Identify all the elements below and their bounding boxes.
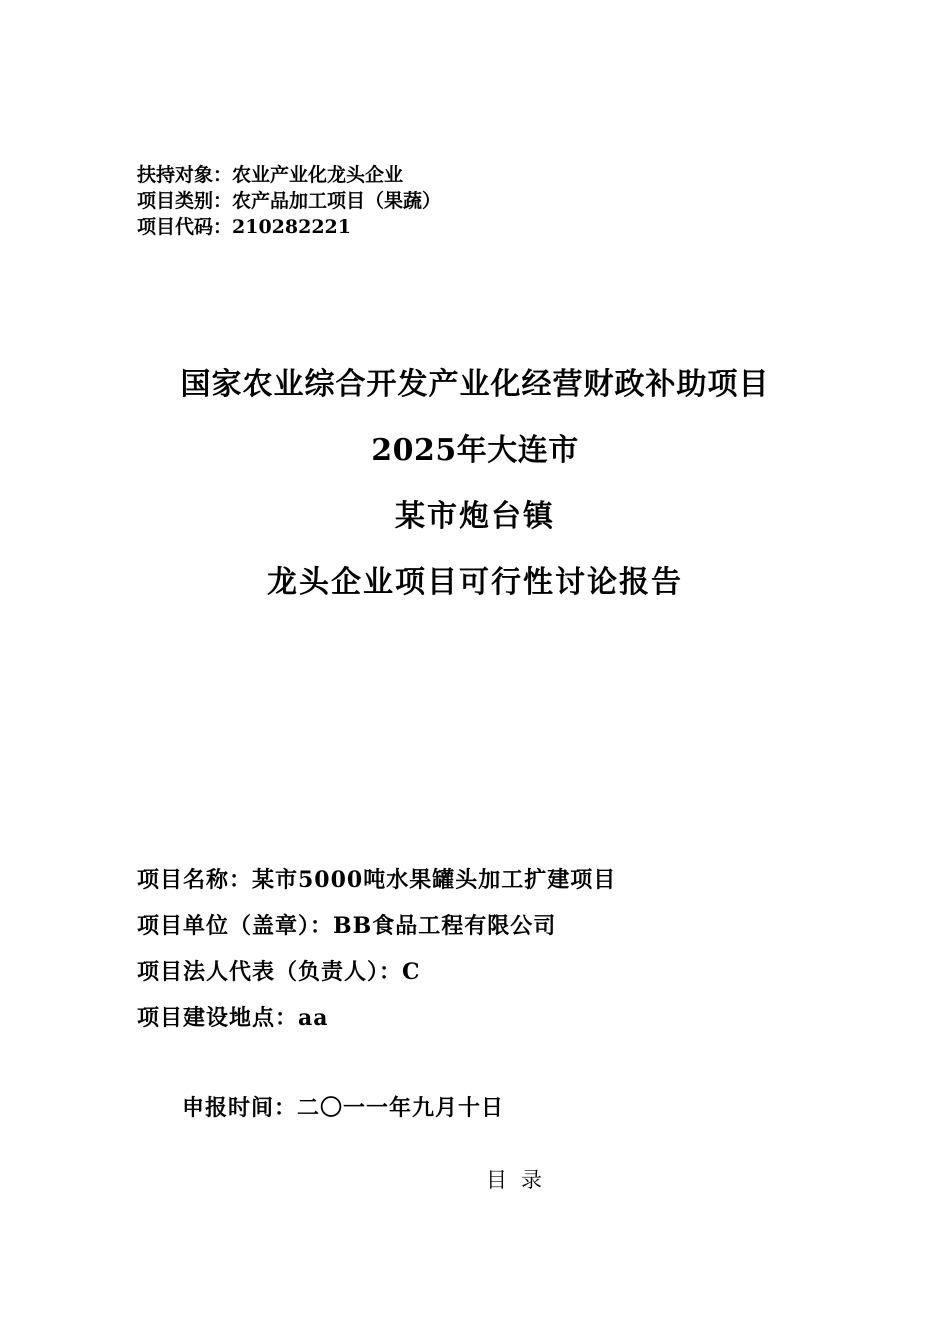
title-line-4: 龙头企业项目可行性讨论报告 (267, 565, 683, 600)
project-unit: 项目单位（盖章）：BB食品工程有限公司 (137, 913, 557, 939)
project-code: 项目代码：210282221 (137, 216, 351, 238)
document-title (0, 356, 950, 620)
support-target: 扶持对象：农业产业化龙头企业 (137, 164, 404, 186)
declaration-date: 申报时间：二〇一一年九月十日 (182, 1095, 505, 1121)
toc-heading: 目录 (486, 1168, 556, 1192)
title-line-2: 2025年大连市 (371, 433, 579, 468)
construction-location: 项目建设地点：aa (137, 1005, 329, 1031)
title-line-3: 某市炮台镇 (395, 499, 555, 534)
project-info (137, 857, 616, 1041)
project-category: 项目类别：农产品加工项目（果蔬） (137, 190, 442, 212)
title-line-1: 国家农业综合开发产业化经营财政补助项目 (180, 367, 770, 402)
legal-representative: 项目法人代表（负责人）：C (137, 959, 421, 985)
project-meta (137, 162, 441, 240)
project-name: 项目名称：某市5000吨水果罐头加工扩建项目 (137, 867, 617, 893)
